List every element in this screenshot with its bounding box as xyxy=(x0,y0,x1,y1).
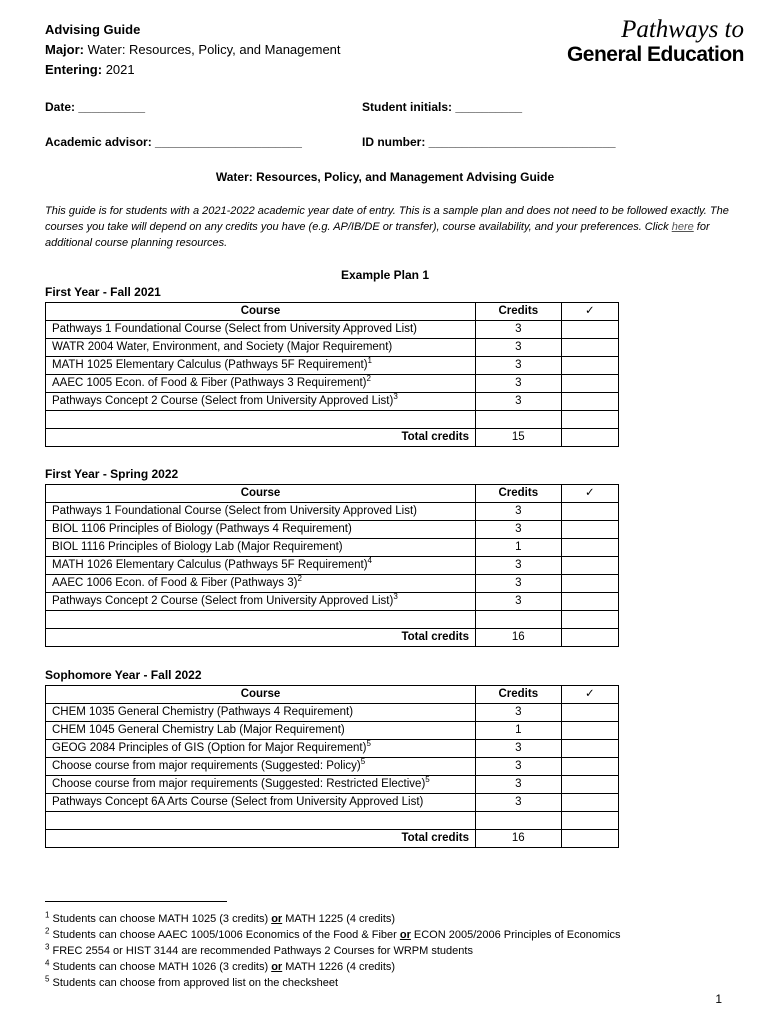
table-row xyxy=(46,557,619,575)
footnote-ref: 2 xyxy=(297,574,302,584)
table-row xyxy=(46,503,619,521)
footnote: $^4$ Students can choose MATH 1026 (3 credits) or MATH 1226 (4 credits) xyxy=(45,958,396,973)
credits-column-header: Credits xyxy=(476,485,562,503)
credits-column-header: Credits xyxy=(476,303,562,321)
plan-title: Example Plan 1 xyxy=(340,268,430,282)
semester-table xyxy=(45,484,619,647)
course-name: CHEM 1045 General Chemistry Lab (Major Requirement) xyxy=(46,722,476,740)
semester-table xyxy=(45,302,619,447)
course-name: Pathways Concept 2 Course (Select from University Approved List)$^3$ xyxy=(46,593,476,611)
course-name: Pathways 1 Foundational Course (Select from University Approved List) xyxy=(46,321,476,339)
empty-credits-cell[interactable] xyxy=(476,411,562,429)
table-header-row xyxy=(46,303,619,321)
empty-credits-cell[interactable] xyxy=(476,812,562,830)
course-credits: 3 xyxy=(476,375,562,393)
footnotes xyxy=(45,911,621,991)
table-row xyxy=(46,357,619,375)
total-check-cell[interactable] xyxy=(561,830,618,848)
course-credits: 3 xyxy=(476,776,562,794)
course-name: GEOG 2084 Principles of GIS (Option for Major Requirement)$^5$ xyxy=(46,740,476,758)
course-name: BIOL 1106 Principles of Biology (Pathways 4 Requirement) xyxy=(46,521,476,539)
footnote: $^2$ Students can choose AAEC 1005/1006 Economics of the Food & Fiber or ECON 2005/2006 Principles of Economics xyxy=(45,926,621,941)
total-credits-value: 16 xyxy=(476,629,562,647)
checkmark-icon: ✓ xyxy=(561,686,618,704)
course-name: BIOL 1116 Principles of Biology Lab (Major Requirement) xyxy=(46,539,476,557)
course-credits: 1 xyxy=(476,539,562,557)
guide-heading: Advising Guide xyxy=(45,22,141,37)
completion-checkbox[interactable] xyxy=(561,704,618,722)
completion-checkbox[interactable] xyxy=(561,557,618,575)
course-name: Pathways Concept 6A Arts Course (Select from University Approved List) xyxy=(46,794,476,812)
footnote-ref: 5 xyxy=(366,739,371,749)
course-name: MATH 1025 Elementary Calculus (Pathways 5F Requirement)$^1$ xyxy=(46,357,476,375)
page-number: 1 xyxy=(715,992,722,1006)
course-credits: 1 xyxy=(476,722,562,740)
course-credits: 3 xyxy=(476,557,562,575)
semester-label: Sophomore Year - Fall 2022 xyxy=(45,668,202,682)
footnote-divider xyxy=(45,901,227,902)
completion-checkbox[interactable] xyxy=(561,357,618,375)
completion-checkbox[interactable] xyxy=(561,375,618,393)
total-credits-label: Total credits xyxy=(46,830,476,848)
total-credits-value: 15 xyxy=(476,429,562,447)
empty-credits-cell[interactable] xyxy=(476,611,562,629)
intro-paragraph: This guide is for students with a 2021-2022 academic year date of entry. This is a sample plan and does not need to be followed exactly. The courses you take will depend on any credits you have (e.g. AP/IB/DE or transfer), course availability, and your preferences. Click here for additional course planning resources. xyxy=(45,205,729,249)
checkmark-icon: ✓ xyxy=(561,303,618,321)
table-header-row xyxy=(46,485,619,503)
table-row xyxy=(46,321,619,339)
credits-column-header: Credits xyxy=(476,686,562,704)
empty-course-cell[interactable] xyxy=(46,812,476,830)
table-row xyxy=(46,539,619,557)
empty-row xyxy=(46,611,619,629)
completion-checkbox[interactable] xyxy=(561,740,618,758)
course-name: WATR 2004 Water, Environment, and Society (Major Requirement) xyxy=(46,339,476,357)
course-credits: 3 xyxy=(476,393,562,411)
footnote: $^5$ Students can choose from approved list on the checksheet xyxy=(45,974,339,989)
course-credits: 3 xyxy=(476,357,562,375)
table-row xyxy=(46,339,619,357)
date-field[interactable]: Date: __________ xyxy=(45,100,146,114)
table-row xyxy=(46,758,619,776)
major-line: Major: Water: Resources, Policy, and Management xyxy=(45,42,341,57)
course-credits: 3 xyxy=(476,593,562,611)
course-credits: 3 xyxy=(476,503,562,521)
footnote-number: 5 xyxy=(45,974,50,984)
course-credits: 3 xyxy=(476,575,562,593)
course-name: Pathways Concept 2 Course (Select from University Approved List)$^3$ xyxy=(46,393,476,411)
course-name: AAEC 1005 Econ. of Food & Fiber (Pathways 3 Requirement)$^2$ xyxy=(46,375,476,393)
resources-link[interactable]: here xyxy=(671,221,694,233)
footnote-ref: 4 xyxy=(367,556,372,566)
table-row xyxy=(46,704,619,722)
footnote-ref: 2 xyxy=(366,374,371,384)
course-credits: 3 xyxy=(476,758,562,776)
table-row xyxy=(46,375,619,393)
table-row xyxy=(46,776,619,794)
completion-checkbox[interactable] xyxy=(561,503,618,521)
table-header-row xyxy=(46,686,619,704)
empty-check-cell[interactable] xyxy=(561,812,618,830)
semester-label: First Year - Spring 2022 xyxy=(45,467,179,481)
table-row xyxy=(46,393,619,411)
total-row xyxy=(46,830,619,848)
footnote-ref: 1 xyxy=(367,356,372,366)
table-row xyxy=(46,794,619,812)
academic-advisor-field[interactable]: Academic advisor: ______________________ xyxy=(45,135,302,149)
footnote-number: 3 xyxy=(45,942,50,952)
completion-checkbox[interactable] xyxy=(561,575,618,593)
footnote-number: 1 xyxy=(45,910,50,920)
footnote-number: 4 xyxy=(45,958,50,968)
total-credits-label: Total credits xyxy=(46,629,476,647)
guide-title: Water: Resources, Policy, and Management Advising Guide xyxy=(215,170,555,184)
course-name: Pathways 1 Foundational Course (Select from University Approved List) xyxy=(46,503,476,521)
footnote: $^1$ Students can choose MATH 1025 (3 credits) or MATH 1225 (4 credits) xyxy=(45,910,396,925)
emphasis-or: or xyxy=(399,929,411,941)
completion-checkbox[interactable] xyxy=(561,776,618,794)
completion-checkbox[interactable] xyxy=(561,339,618,357)
course-credits: 3 xyxy=(476,740,562,758)
footnote-number: 2 xyxy=(45,926,50,936)
completion-checkbox[interactable] xyxy=(561,539,618,557)
course-credits: 3 xyxy=(476,321,562,339)
course-column-header: Course xyxy=(46,686,476,704)
course-column-header: Course xyxy=(46,485,476,503)
emphasis-or: or xyxy=(271,913,283,925)
footnote: $^3$ FREC 2554 or HIST 3144 are recommended Pathways 2 Courses for WRPM students xyxy=(45,942,473,957)
empty-check-cell[interactable] xyxy=(561,611,618,629)
semester-label: First Year - Fall 2021 xyxy=(45,285,161,299)
course-column-header: Course xyxy=(46,303,476,321)
empty-course-cell[interactable] xyxy=(46,611,476,629)
course-name: Choose course from major requirements (Suggested: Policy)$^5$ xyxy=(46,758,476,776)
id-number-field[interactable]: ID number: ____________________________ xyxy=(362,135,616,149)
logo-line-2: General Education xyxy=(566,43,744,66)
completion-checkbox[interactable] xyxy=(561,794,618,812)
table-row xyxy=(46,521,619,539)
total-credits-value: 16 xyxy=(476,830,562,848)
entering-line: Entering: 2021 xyxy=(45,62,135,77)
table-row xyxy=(46,593,619,611)
table-row xyxy=(46,575,619,593)
semester-table xyxy=(45,685,619,848)
student-initials-field[interactable]: Student initials: __________ xyxy=(362,100,523,114)
emphasis-or: or xyxy=(271,961,283,973)
footnote-ref: 5 xyxy=(425,775,430,785)
completion-checkbox[interactable] xyxy=(561,521,618,539)
empty-row xyxy=(46,411,619,429)
empty-row xyxy=(46,812,619,830)
course-credits: 3 xyxy=(476,521,562,539)
footnote-ref: 3 xyxy=(393,592,398,602)
pathways-logo xyxy=(567,16,744,66)
completion-checkbox[interactable] xyxy=(561,758,618,776)
course-name: MATH 1026 Elementary Calculus (Pathways 5F Requirement)$^4$ xyxy=(46,557,476,575)
completion-checkbox[interactable] xyxy=(561,393,618,411)
course-name: AAEC 1006 Econ. of Food & Fiber (Pathways 3)$^2$ xyxy=(46,575,476,593)
document-header xyxy=(45,20,341,80)
course-credits: 3 xyxy=(476,339,562,357)
total-row xyxy=(46,629,619,647)
course-name: Choose course from major requirements (Suggested: Restricted Elective)$^5$ xyxy=(46,776,476,794)
completion-checkbox[interactable] xyxy=(561,593,618,611)
table-row xyxy=(46,740,619,758)
course-credits: 3 xyxy=(476,794,562,812)
empty-check-cell[interactable] xyxy=(561,411,618,429)
completion-checkbox[interactable] xyxy=(561,722,618,740)
footnote-ref: 5 xyxy=(360,757,366,767)
logo-line-1: Pathways to xyxy=(621,16,744,43)
table-row xyxy=(46,722,619,740)
footnote-ref: 3 xyxy=(393,392,398,402)
total-check-cell[interactable] xyxy=(561,629,618,647)
total-row xyxy=(46,429,619,447)
total-check-cell[interactable] xyxy=(561,429,618,447)
checkmark-icon: ✓ xyxy=(561,485,618,503)
total-credits-label: Total credits xyxy=(46,429,476,447)
completion-checkbox[interactable] xyxy=(561,321,618,339)
empty-course-cell[interactable] xyxy=(46,411,476,429)
course-name: CHEM 1035 General Chemistry (Pathways 4 Requirement) xyxy=(46,704,476,722)
course-credits: 3 xyxy=(476,704,562,722)
